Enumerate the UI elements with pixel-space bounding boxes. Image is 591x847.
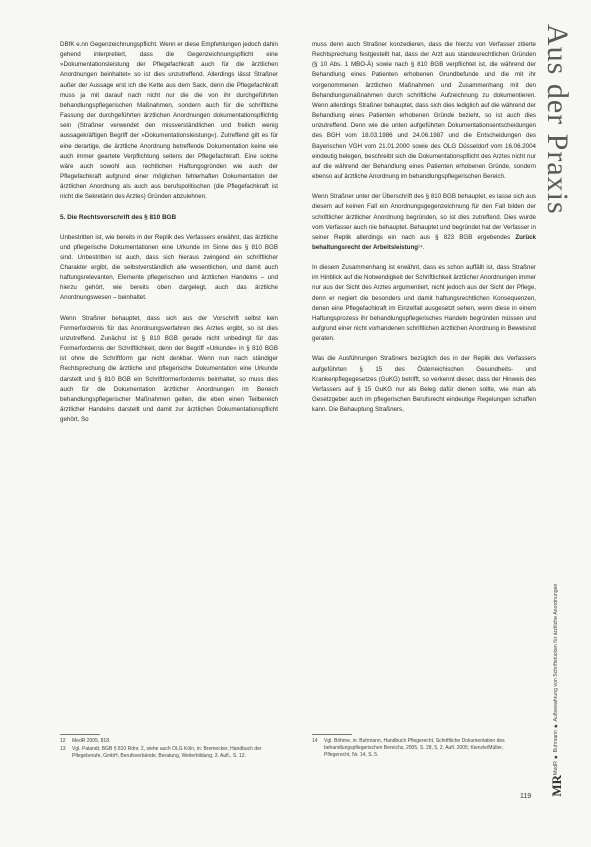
right-paragraph-4: Was die Ausführungen Straßners bezüglich des in der Replik des Verfassers aufgeführten § 15 des Österreichischen Gesundheits- und Krankenpflegegesetzes (GuKG) betrifft, so verkennt dieser, dass der Hinweis des Verfassers auf § 15 GuKG nur als Beleg dafür dienen sollte, wie man als Gesetzgeber auch im pflegerischen Berufsrecht eindeutige Regelungen schaffen kann. Die Behauptung Straßners,: [312, 355, 536, 414]
footnote-text: Vgl. Palandt, BGB § 810 Rdnr. 2, siehe auch OLG Köln, in: Bremecker, Handbuch der Pflegeberufe, GmbH, Berufsverbände, Beratung, Weiterbildung, 3. Aufl., S. 12.: [72, 746, 262, 759]
right-paragraph-2-text-b: ¹⁴.: [418, 243, 425, 251]
footnote-number: 12: [60, 738, 66, 744]
footnote-rule-right: [312, 734, 352, 735]
right-paragraph-1: muss denn auch Straßner konzedieren, dass die hierzu von Verfasser zitierte Rechtsprechung festgestellt hat, dass der Arzt aus standesrechtlichen Gründen (§ 10 Abs. 1 MBO-Ä) sowie nach § 810 BGB verpflichtet ist, die während der Behandlung eines Patienten erhobenen Grundbefunde und die mit ihr vorgenommenen ärztlichen Maßnahmen und Zusammenhang mit den Behandlungsmaßnahmen durch schriftliche Aufzeichnung zu dokumentieren. Wenn allerdings Straßner behauptet, dass sich dies lediglich auf die während der Behandlung eines Patienten erhobenen Gründe bezieht, so ist auch dies unzutreffend. Denn wie die unten aufgeführten Dokumentationsentscheidungen des BGH vom 18.03.1986 und 24.06.1987 und die Entscheidungen des Bayerischen VGH vom 21.01.2000 sowie des OLG Düsseldorf vom 16.06.2004 eindeutig belegen, beschreibt sich die Dokumentationspflicht des Arztes nicht nur auf die während der Behandlung eines Patienten erhobenen Gründe, sondern ebenso auf ärztliche Anordnung im behandlungspflegerischen Bereich.: [312, 41, 536, 181]
footnote-left-13: [60, 746, 282, 760]
right-paragraph-2-emphasis: Zurück behaltungsrecht der Arbeitsleistung: [312, 233, 536, 251]
right-paragraph-2-text-a: Wenn Straßner unter der Überschrift des § 810 BGB behauptet, es lasse sich aus diesem auf keinen Fall ein Anordnungsgegenzeichnung für den Fall bilden der schriftlicher ärztlicher Anordnung begründen, so ist dies zutreffend. Dies wurde vom Verfasser auch nie behauptet. Behauptet und begründet hat der Verfasser in seiner Replik allerdings ein nach aus § 823 BGB ergebendes: [312, 193, 536, 241]
footnote-left-12: [60, 738, 282, 745]
page-number: 119: [520, 793, 532, 800]
left-column: [60, 40, 278, 425]
journal-logo: MR: [549, 775, 564, 797]
right-paragraph-2: [312, 192, 536, 253]
footnote-number: 13: [60, 746, 66, 752]
section-title: Aus der Praxis: [541, 24, 574, 215]
left-paragraph-3: Wenn Straßner behauptet, dass sich aus der Vorschrift selbst kein Formerfordernis für das Anordnungsverfahren des Arztes ergibt, so ist dies unzutreffend. Zunächst ist § 810 BGB gerade nicht unbedingt für das Formerfordernis der Schriftlichkeit, denn der Begriff »Urkunde« in § 810 BGB ist ohne die Schriftform gar nicht denkbar. Wenn nun nach ständiger Rechtsprechung die ärztliche und pflegerische Dokumentation eine Urkunde darstellt und § 810 BGB ein Schriftformerfordernis beinhaltet, so muss dies auch für die Dokumentation ärztlicher Anordnungen im Bereich behandlungspflegerischer Maßnahmen gelten, die eben einen Teilbereich ärztlicher Handelns darstellt und damit zur ärztlichen Dokumentationspflicht gehört. So: [60, 314, 278, 424]
footnote-number: 14: [312, 738, 318, 744]
footnote-rule-left: [60, 734, 100, 735]
footnote-right-14: [312, 738, 534, 759]
left-paragraph-1: DBfK e.nn Gegenzeichnungspflicht. Wenn er diese Empfehlungen jedoch dahin gehend interpretiert, dass die Gegenzeichnungspflicht eine »Dokumentationsleistung der Pflegefachkraft auch für die ärztlichen Anordnungen beinhaltet« so ist dies unzutreffend. Allerdings lässt Straßner außer der Aussage erst ich die Kette aus dem Sack, denn die Pflegefachkraft muss ja mit darauf nach nicht nur die die von ihr durchgeführten behandlungspflegerischen Maßnahmen, sondern auch für die schriftliche Fassung der durchgeführten ärztlichen Anordnungen dokumentationspflichtig sein (Straßner verwendet den missverständlichen und freilich wenig aussagekräftigen Begriff der »Dokumentationsleistung«). Zutreffend gilt es für eine derartige, die ärztliche Anordnung betreffende Dokumentation keine wie auch immer geartete Verpflichtung seitens der Pflegefachkraft. Eine solche wäre auch sowohl aus rechtlichen Haftungsgründen wie auch der Pflegefachkraft aufgrund einer möglichen fehlerhaften Dokumentation der ärztlichen Anordnung als auch aus berufspolitischen (die Pflegefachkraft ist nicht die Sekretärin des Arztes) Gründen abzulehnen.: [60, 41, 278, 201]
footnote-text: Vgl. Böhme, in: Buhmann, Handbuch Pflegerecht, Schriftliche Dokumentation des behandlungspflegerischen Bereichs, 2005, S. 28, 5, 2. Aufl. 2005; Kienzle/Müller, Pflegerecht, Nr. 14, S. 5.: [324, 738, 505, 758]
running-header-vertical: MedR ■ Buhmann ■ Aufbewahrung von Schriftstücken für ärztliche Anordnungen: [553, 583, 559, 775]
left-paragraph-2: Unbestritten ist, wie bereits in der Replik des Verfassers erwähnt, das ärztliche und pflegerische Dokumentationen eine Urkunde im Sinne des § 810 BGB sind. Unbestritten ist auch, dass sich hieraus zwingend ein schriftlicher Charakter ergibt, die selbstverständlich alle wesentlichen, und damit auch haftungsrelevanten, Elemente pflegerischen und ärztlichen Handelns – und hierzu gehört, wie bereits oben dargelegt, auch das ärztliche Anordnungswesen – beinhaltet.: [60, 233, 278, 302]
footnote-text: MedR 2005, 818.: [72, 738, 111, 744]
right-column: [312, 40, 536, 415]
right-paragraph-3: In diesem Zusammenhang ist erwähnt, dass es schon auffällt ist, dass Straßner im Hinblick auf die Notwendigkeit der Schriftlichkeit ärztlicher Anordnungen immer nur aus der Sicht des Arztes argumentiert, nicht jedoch aus der Sicht der Pflege, denn er negiert die besonders und damit haftungsrechtlichen Konsequenzen, denen eine Pflegefachkraft im Einzelfall ausgesetzt sehen, wenn diese in einem Haftungsprozess ihr behandlungspflegerisches Handeln begründen müssen und aufgrund einer nicht vorhandenen schriftlichen ärztlichen Anordnung in Beweisnot geraten.: [312, 264, 536, 343]
section-heading: 5. Die Rechtsvorschrift des § 810 BGB: [60, 213, 177, 221]
